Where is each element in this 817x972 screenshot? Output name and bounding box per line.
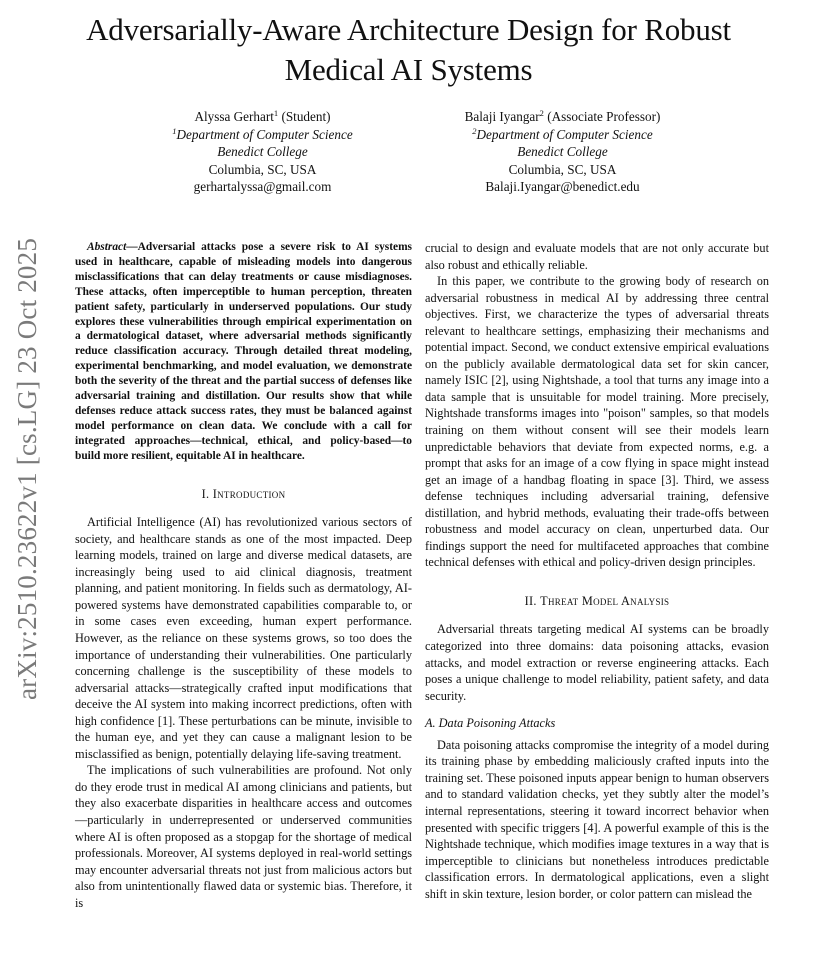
section-number: I. — [201, 486, 210, 501]
abstract — [75, 240, 412, 464]
author-department — [130, 126, 395, 144]
abstract-text: —Adversarial attacks pose a severe risk to AI systems used in healthcare, capable of misleading models into dangerous misclassifications that can delay treatments or cause misdiagnoses. These attacks, often imperceptible to human perception, threaten patient safety, particularly in underserved populations. Our study explores these vulnerabilities through empirical experimentation on a dermatological dataset, where adversarial methods significantly reduce classification accuracy. Through detailed threat modeling, experimental benchmarking, and model evaluation, we demonstrate both the severity of the threat and the partial success of defenses like adversarial training and distillation. Our results show that while defenses reduce attack success rates, they must be balanced against model performance on clean data. We conclude with a call for integrated approaches—technical, ethical, and policy-based—to build more resilient, equitable AI in healthcare. — [75, 241, 412, 462]
author-role: (Associate Professor) — [547, 109, 661, 124]
data-poisoning-paragraph-1: Data poisoning attacks compromise the integrity of a model during its training phase by embedding maliciously crafted inputs into the training set. These poisoned inputs appear benign to human observers and to standard validation checks, yet they subtly alter the model’s internal representations, steering it toward incorrect behavior when presented with specific triggers [4]. A powerful example of this is the Nightshade technique, which modifies image textures in a way that is imperceptible to clinicians but nonetheless introduces predictable classification errors. In dermatological applications, even a slight shift in skin texture, lesion border, or color pattern can mislead the — [425, 737, 769, 901]
title-line-2: Medical AI Systems — [284, 52, 533, 87]
department-mark: 2 — [472, 125, 477, 136]
subsection-heading-data-poisoning: A. Data Poisoning Attacks — [425, 716, 556, 731]
author-affiliation-mark: 2 — [539, 108, 544, 118]
author-block-1 — [130, 108, 395, 196]
department-name: Department of Computer Science — [476, 126, 653, 142]
author-institution: Benedict College — [217, 144, 308, 159]
author-affiliation-mark: 1 — [273, 108, 279, 118]
department-name: Department of Computer Science — [176, 126, 353, 142]
section-heading-threat-model — [425, 593, 769, 610]
section-title: Threat Model Analysis — [540, 593, 670, 608]
author-location: Columbia, SC, USA — [208, 161, 317, 177]
author-name: Alyssa Gerhart — [194, 109, 274, 124]
section-heading-introduction — [75, 486, 412, 503]
paper-title — [0, 10, 817, 90]
author-department — [430, 126, 695, 144]
right-column — [425, 240, 769, 902]
section-number: II. — [524, 593, 537, 608]
threat-paragraph-1: Adversarial threats targeting medical AI systems can be broadly categorized into three domains: data poisoning attacks, evasion attacks, and model extraction or reverse engineering attacks. Each poses a unique challenge to model reliability, patient safety, and data security. — [425, 622, 769, 703]
author-email: Balaji.Iyangar@benedict.edu — [485, 179, 640, 194]
intro-paragraph-3: In this paper, we contribute to the growing body of research on adversarial robustness in medical AI by addressing three central objectives. First, we characterize the types of adversarial threats relevant to healthcare settings, emphasizing their mechanisms and potential impact. Second, we conduct extensive empirical evaluations on the publicly available dermatological data set for skin cancer, namely ISIC [2], using Nightshade, a tool that turns any image into a data sample that is unsuitable for model training. More precisely, Nightshade transforms images into "poison" samples, so that models training on them without consent will see their models learn unpredictable behaviors that deviate from expected norms, e.g. a prompt that asks for an image of a cow flying in space might instead get an image of a handbag floating in space [3]. Third, we assess defense techniques including adversarial training, defensive distillation, and hybrid methods, evaluating their trade-offs between robustness and model accuracy on clean, unperturbed data. Our findings support the need for multifaceted approaches that combine technical defenses with ethical and policy-driven design principles. — [425, 274, 769, 570]
intro-paragraph-1: Artificial Intelligence (AI) has revolutionized various sectors of society, and healthcare stands as one of the most impacted. Deep learning models, trained on large and diverse medical datasets, are increasingly being used to aid clinical diagnosis, treatment planning, and patient monitoring. In fields such as dermatology, AI-powered systems have demonstrated capabilities comparable to, or in some cases even exceeding, human expert performance. However, as the reliance on these systems grows, so too does the importance of understanding their vulnerabilities. One particularly concerning challenge is the susceptibility of these models to adversarial attacks—strategically crafted input modifications that deceive the AI system into making incorrect predictions, often with high confidence [1]. These perturbations can be minute, invisible to the human eye, and yet they can cause a malignant lesion to be misclassified as benign, potentially delaying life-saving treatment. — [75, 515, 412, 761]
author-email: gerhartalyssa@gmail.com — [193, 179, 332, 194]
author-role: (Student) — [281, 109, 331, 124]
arxiv-identifier-stamp: arXiv:2510.23622v1 [cs.LG] 23 Oct 2025 — [12, 237, 42, 700]
intro-paragraph-2-continued: crucial to design and evaluate models that are not only accurate but also robust and ethically reliable. — [425, 241, 769, 272]
author-name-line — [130, 108, 395, 126]
intro-paragraph-2: The implications of such vulnerabilities are profound. Not only do they erode trust in medical AI among clinicians and patients, but they also exacerbate disparities in healthcare access and outcomes—particularly in underrepresented or underserved communities where AI is often proposed as a stopgap for the shortage of medical professionals. Moreover, AI systems deployed in real-world settings may encounter adversarial threats not just from malicious actors but also from unintentionally flawed data or systemic bias. Therefore, it is — [75, 763, 412, 910]
section-title: Introduction — [212, 486, 286, 501]
author-block-2 — [430, 108, 695, 196]
author-institution: Benedict College — [517, 144, 608, 159]
abstract-label: Abstract — [87, 241, 127, 253]
title-line-1: Adversarially-Aware Architecture Design for Robust — [86, 12, 731, 47]
author-name: Balaji Iyangar — [464, 109, 540, 124]
author-location: Columbia, SC, USA — [508, 161, 617, 177]
department-mark: 1 — [172, 125, 177, 136]
author-name-line — [430, 108, 695, 126]
left-column — [75, 240, 412, 911]
